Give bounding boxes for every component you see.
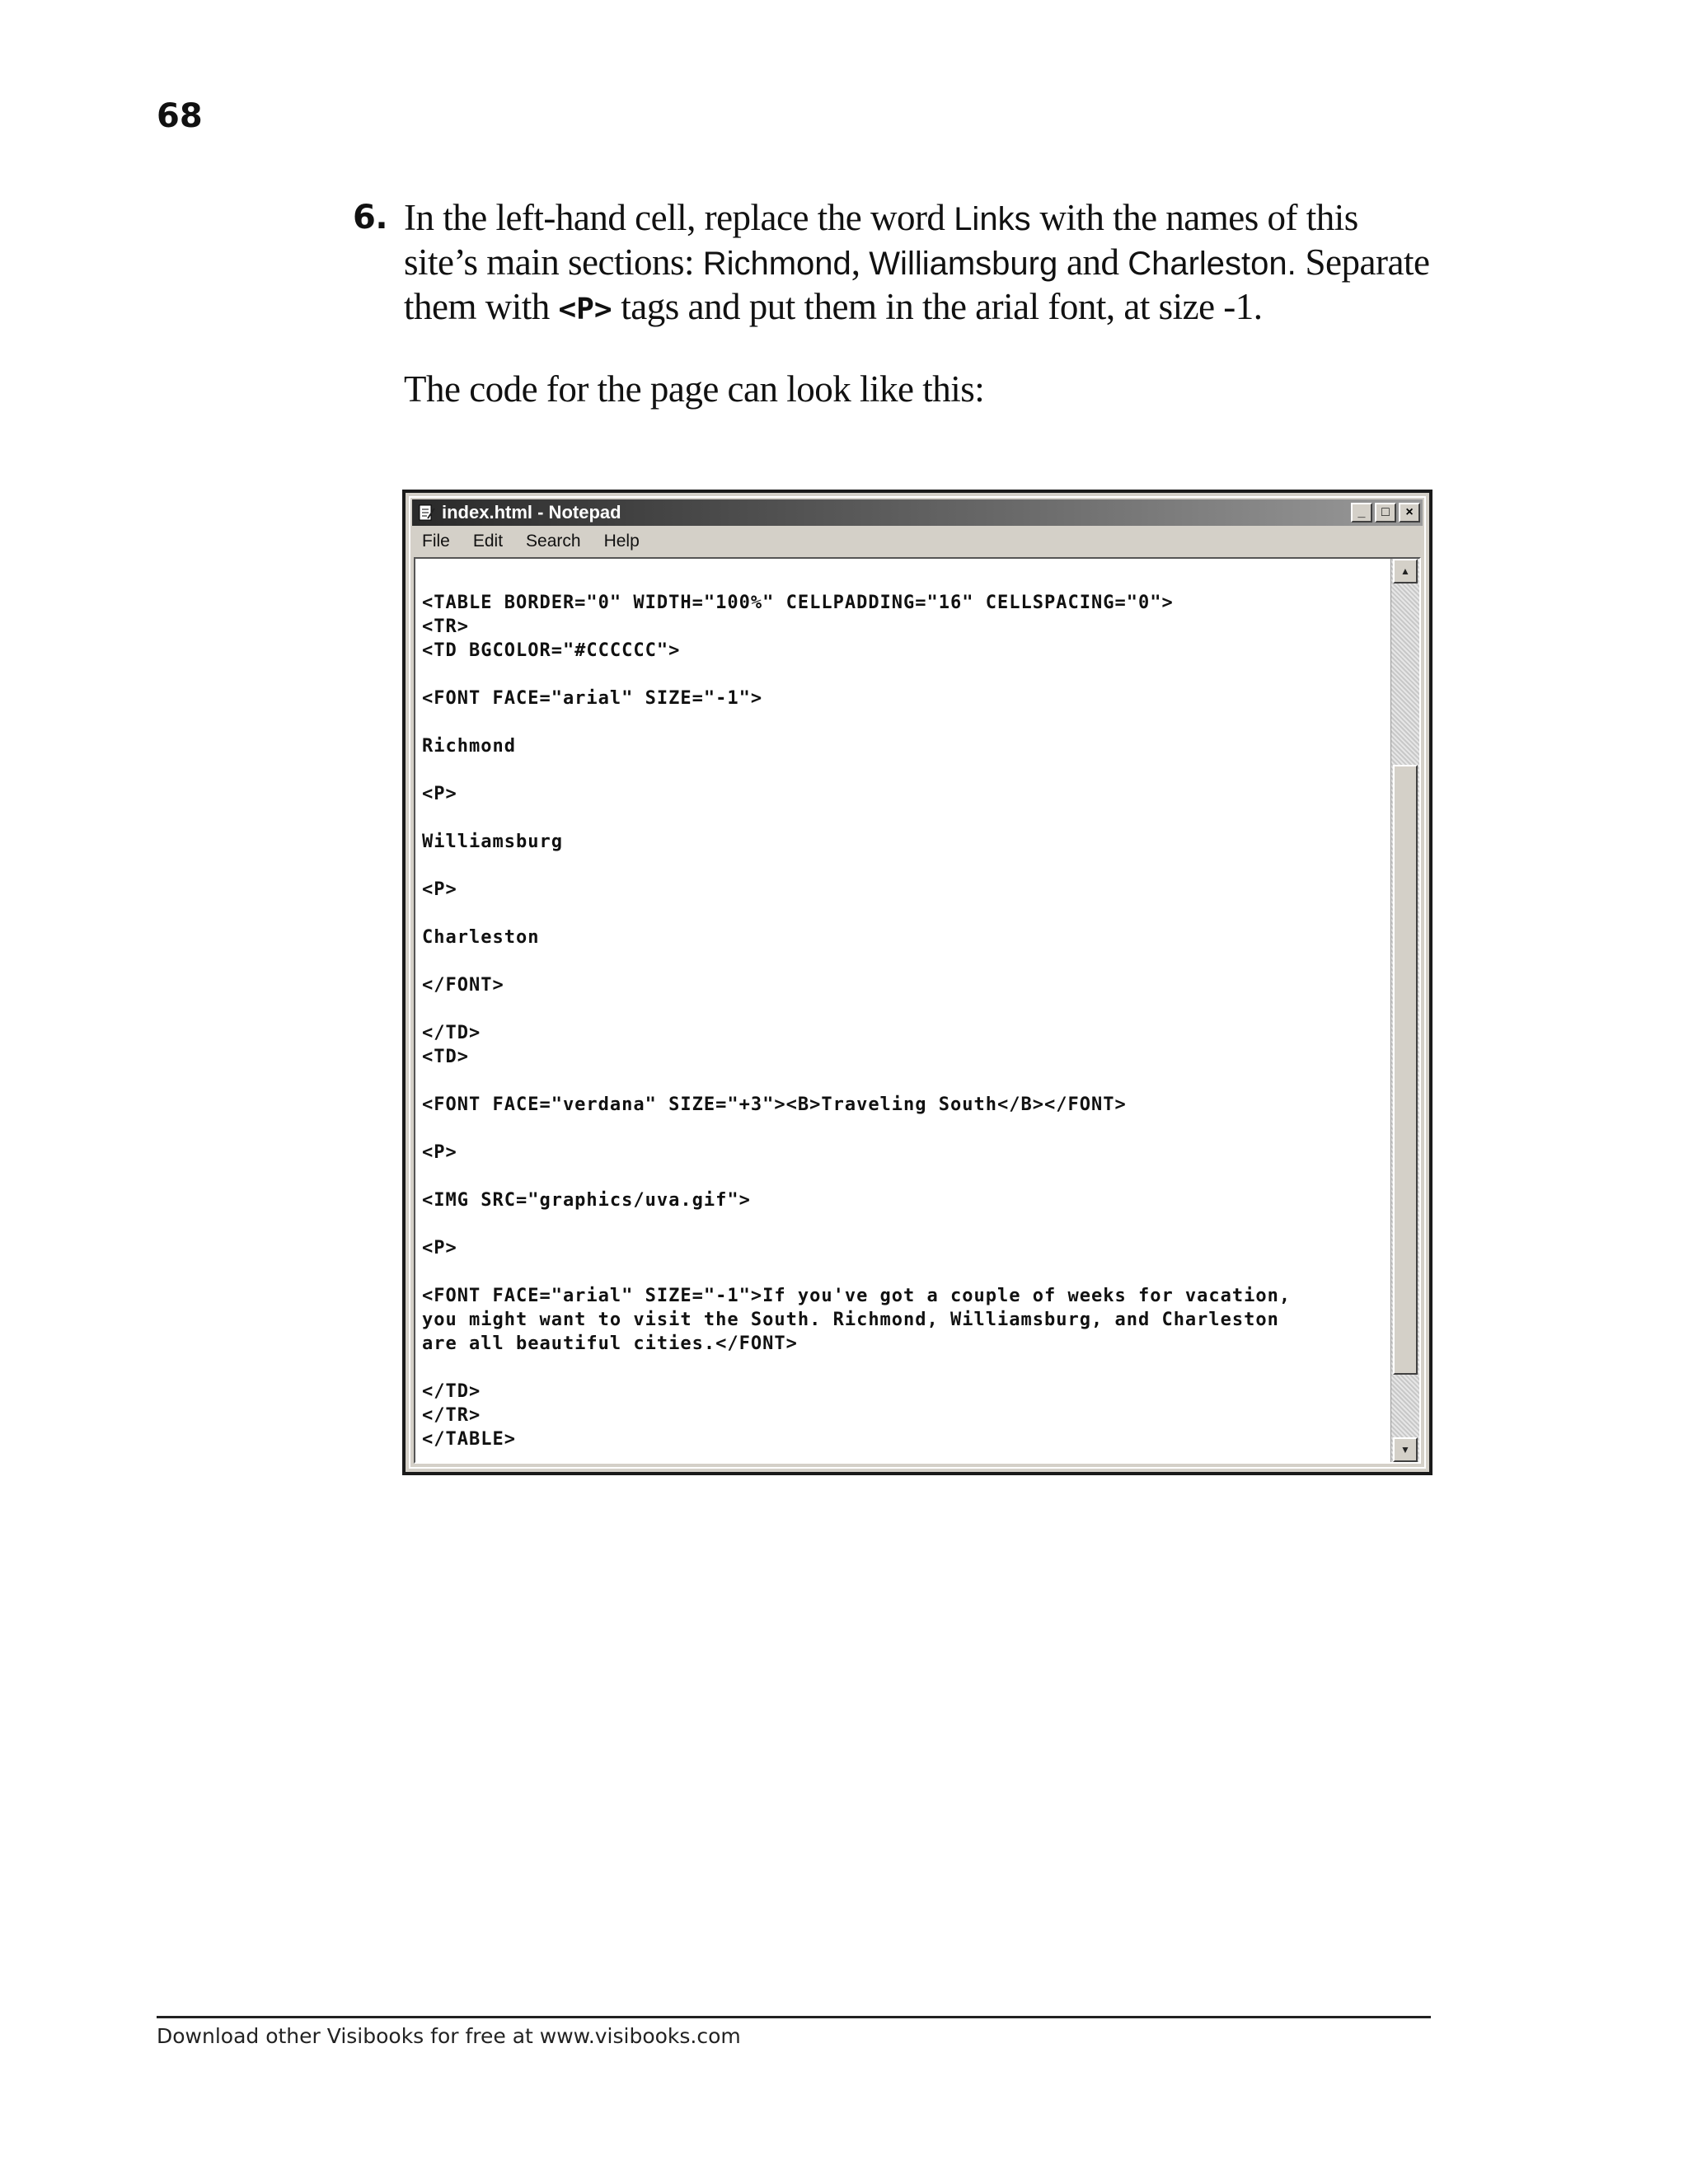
links-word: Links <box>954 201 1031 237</box>
code-text[interactable]: <TABLE BORDER="0" WIDTH="100%" CELLPADDING="16" CELLSPACING="0"> <TR> <TD BGCOLOR="#CCCCCC"> <FONT FACE="arial" SIZE="-1"> Richmond <P> Williamsburg <P> Charleston </FONT> </TD> <TD> <FONT FACE="verdana" SIZE="+3"><B>Traveling South</B></FONT> <P> <IMG SRC="graphics/uva.gif"> <P> <FONT FACE="arial" SIZE="-1">If you've got a couple of weeks for vacation, you might want to visit the South. Richmond, Williamsburg, and Charleston are all beautiful cities.</FONT> </TD> </TR> </TABLE> <box>422 593 1292 1450</box>
step-text-part: and <box>1057 241 1128 283</box>
step-number: 6. <box>353 199 388 237</box>
section-williamsburg: Williamsburg <box>869 246 1058 282</box>
scroll-up-icon[interactable]: ▲ <box>1393 559 1418 583</box>
title-bar[interactable] <box>412 499 1423 526</box>
step-text-part: Separate them with <box>404 241 1430 327</box>
notepad-window <box>402 490 1432 1475</box>
p-tag: <P> <box>558 293 612 326</box>
menu-edit[interactable]: Edit <box>472 532 504 551</box>
scroll-thumb[interactable] <box>1393 765 1418 1375</box>
step-text-part: , <box>851 241 870 283</box>
step-text-part: with the names of this site’s main sections: <box>404 197 1358 283</box>
footer-divider <box>157 2016 1431 2018</box>
menu-file[interactable]: File <box>422 532 450 551</box>
step-6 <box>353 196 1441 410</box>
window-title: index.html - Notepad <box>442 502 621 523</box>
step-text-part: In the left-hand cell, replace the word <box>404 197 954 238</box>
step-text <box>404 196 1441 331</box>
code-intro: The code for the page can look like this: <box>404 368 985 410</box>
section-charleston: Charleston. <box>1128 246 1296 282</box>
text-editor[interactable] <box>414 557 1421 1464</box>
window-frame <box>409 496 1426 1469</box>
menu-bar <box>412 527 1423 555</box>
step-text-part: tags and put them in the arial font, at size -1. <box>612 286 1263 327</box>
maximize-button[interactable]: □ <box>1375 503 1396 523</box>
scroll-down-icon[interactable]: ▼ <box>1393 1437 1418 1462</box>
minimize-button[interactable]: _ <box>1351 503 1372 523</box>
menu-help[interactable]: Help <box>603 532 640 551</box>
close-button[interactable]: × <box>1399 503 1420 523</box>
vertical-scrollbar[interactable] <box>1390 559 1419 1462</box>
menu-search[interactable]: Search <box>526 532 581 551</box>
notepad-icon <box>417 504 435 522</box>
page-number: 68 <box>157 97 203 135</box>
section-richmond: Richmond <box>702 246 851 282</box>
footer-text: Download other Visibooks for free at www.visibooks.com <box>157 2024 741 2048</box>
